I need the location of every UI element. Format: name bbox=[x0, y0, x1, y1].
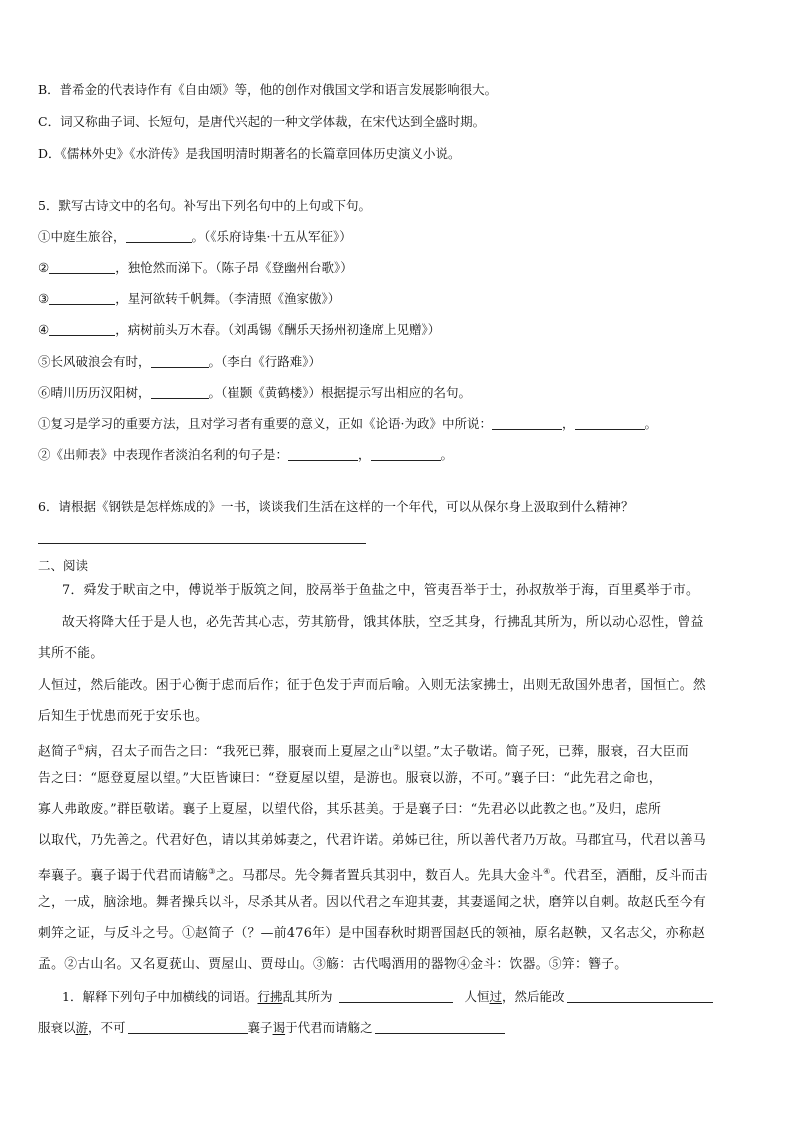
answer-blank[interactable] bbox=[567, 989, 713, 1003]
q5-item-7: ①复习是学习的重要方法，且对学习者有重要的意义，正如《论语·为政》中所说： ， 。 bbox=[38, 416, 658, 431]
footnote-marker: ① bbox=[77, 743, 85, 752]
passage-p3a: 人恒过，然后能改。困于心衡于虑而后作；征于色发于声而后喻。入则无法家拂士，出则无敌国外患者，国恒亡。然 bbox=[38, 678, 706, 693]
answer-blank[interactable] bbox=[375, 1020, 505, 1034]
q5-item-3: ③ ，星河欲转千帆舞。（李清照《渔家傲》） bbox=[38, 291, 341, 306]
passage-p4-line6: 之，一成，脑涂地。舞者操兵以斗，尽杀其从者。因以代君之车迎其妻，其妻遥闻之状，磨笄以自刺。故赵氏至今有 bbox=[38, 895, 706, 910]
answer-blank[interactable] bbox=[128, 1020, 248, 1034]
q7-1-line1: 1．解释下列句子中加横线的词语。行拂乱其所为 人恒过，然后能改 bbox=[62, 988, 713, 1006]
passage-p2b: 其所不能。 bbox=[38, 646, 104, 661]
answer-line[interactable] bbox=[38, 543, 366, 544]
passage-p4-line4: 以取代，乃先善之。代君好色，请以其弟姊妻之，代君许诺。弟姊已往，所以善代者乃万故。马郡宜马，代君以善马 bbox=[38, 833, 706, 848]
q5-title: 5．默写古诗文中的名句。补写出下列名句中的上句或下句。 bbox=[38, 198, 371, 213]
q5-item-8: ②《出师表》中表现作者淡泊名利的句子是： ， 。 bbox=[38, 447, 454, 462]
q5-item-6: ⑥晴川历历汉阳树， 。（崔颢《黄鹤楼》）根据提示写出相应的名句。 bbox=[38, 385, 472, 400]
passage-p4-line7: 刺笄之证，与反斗之号。①赵简子（？—前476年）是中国春秋时期晋国赵氏的领袖，原名赵鞅，又名志父，亦称赵 bbox=[38, 926, 706, 941]
answer-blank[interactable] bbox=[151, 354, 209, 368]
answer-blank[interactable] bbox=[492, 416, 562, 430]
q5-item-1: ①中庭生旅谷， 。（《乐府诗集·十五从军征》） bbox=[38, 229, 352, 244]
q7-1-line2: 服衰以游，不可 襄子谒于代君而请觞之 bbox=[38, 1019, 505, 1037]
answer-blank[interactable] bbox=[288, 447, 358, 461]
passage-p4-line1: 赵简子①病，召太子而告之曰：“我死已葬，服衰而上夏屋之山②以望。”太子敬诺。简子死，已葬，服衰，召大臣而 bbox=[38, 743, 689, 760]
passage-p4-line8: 孟。②古山名。又名夏莸山、贾屋山、贾母山。③觞：古代喝酒用的器物④金斗：饮器。⑤笄：簪子。 bbox=[38, 957, 628, 972]
passage-p4-line2: 告之曰：“愿登夏屋以望。”大臣皆谏曰：“登夏屋以望，是游也。服衰以游，不可。”襄子曰：“此先君之命也， bbox=[38, 771, 662, 786]
answer-blank[interactable] bbox=[49, 260, 115, 274]
passage-p4-line3: 寡人弗敢废。”群臣敬诺。襄子上夏屋，以望代俗，其乐甚美。于是襄子曰：“先君必以此教之也。”及归，虑所 bbox=[38, 802, 662, 817]
answer-blank[interactable] bbox=[371, 447, 441, 461]
answer-blank[interactable] bbox=[49, 322, 115, 336]
passage-p2a: 故天将降大任于是人也，必先苦其心志，劳其筋骨，饿其体肤，空乏其身，行拂乱其所为，所以动心忍性，曾益 bbox=[62, 615, 704, 630]
answer-blank[interactable] bbox=[575, 416, 645, 430]
footnote-marker: ④ bbox=[543, 867, 551, 876]
q5-item-2: ② ，独怆然而涕下。（陈子昂《登幽州台歌》） bbox=[38, 260, 353, 275]
option-b: B．普希金的代表诗作有《自由颂》等，他的创作对俄国文学和语言发展影响很大。 bbox=[38, 82, 498, 97]
answer-blank[interactable] bbox=[339, 989, 453, 1003]
footnote-marker: ② bbox=[392, 743, 401, 752]
q6-text: 6．请根据《钢铁是怎样炼成的》一书，谈谈我们生活在这样的一个年代，可以从保尔身上汲取到什么精神？ bbox=[38, 499, 634, 514]
footnote-marker: ③ bbox=[208, 867, 216, 876]
passage-p4-line5: 奉襄子。襄子谒于代君而请觞③之。马郡尽。先令舞者置兵其羽中，数百人。先具大金斗④。代君至，酒酣，反斗而击 bbox=[38, 867, 708, 884]
passage-p1: 7．舜发于畎亩之中，傅说举于版筑之间，胶鬲举于鱼盐之中，管夷吾举于士，孙叔敖举于海，百里奚举于市。 bbox=[62, 583, 700, 598]
section-heading: 二、阅读 bbox=[38, 558, 89, 573]
answer-blank[interactable] bbox=[49, 291, 115, 305]
option-c: C．词又称曲子词、长短句，是唐代兴起的一种文学体裁，在宋代达到全盛时期。 bbox=[38, 114, 486, 129]
q5-item-5: ⑤长风破浪会有时， 。（李白《行路难》） bbox=[38, 354, 322, 369]
answer-blank[interactable] bbox=[151, 385, 209, 399]
answer-blank[interactable] bbox=[126, 229, 192, 243]
option-d: D．《儒林外史》《水浒传》是我国明清时期著名的长篇章回体历史演义小说。 bbox=[38, 146, 461, 161]
q5-item-4: ④ ，病树前头万木春。（刘禹锡《酬乐天扬州初逢席上见赠》） bbox=[38, 322, 441, 337]
passage-p3b: 后知生于忧患而死于安乐也。 bbox=[38, 709, 209, 724]
